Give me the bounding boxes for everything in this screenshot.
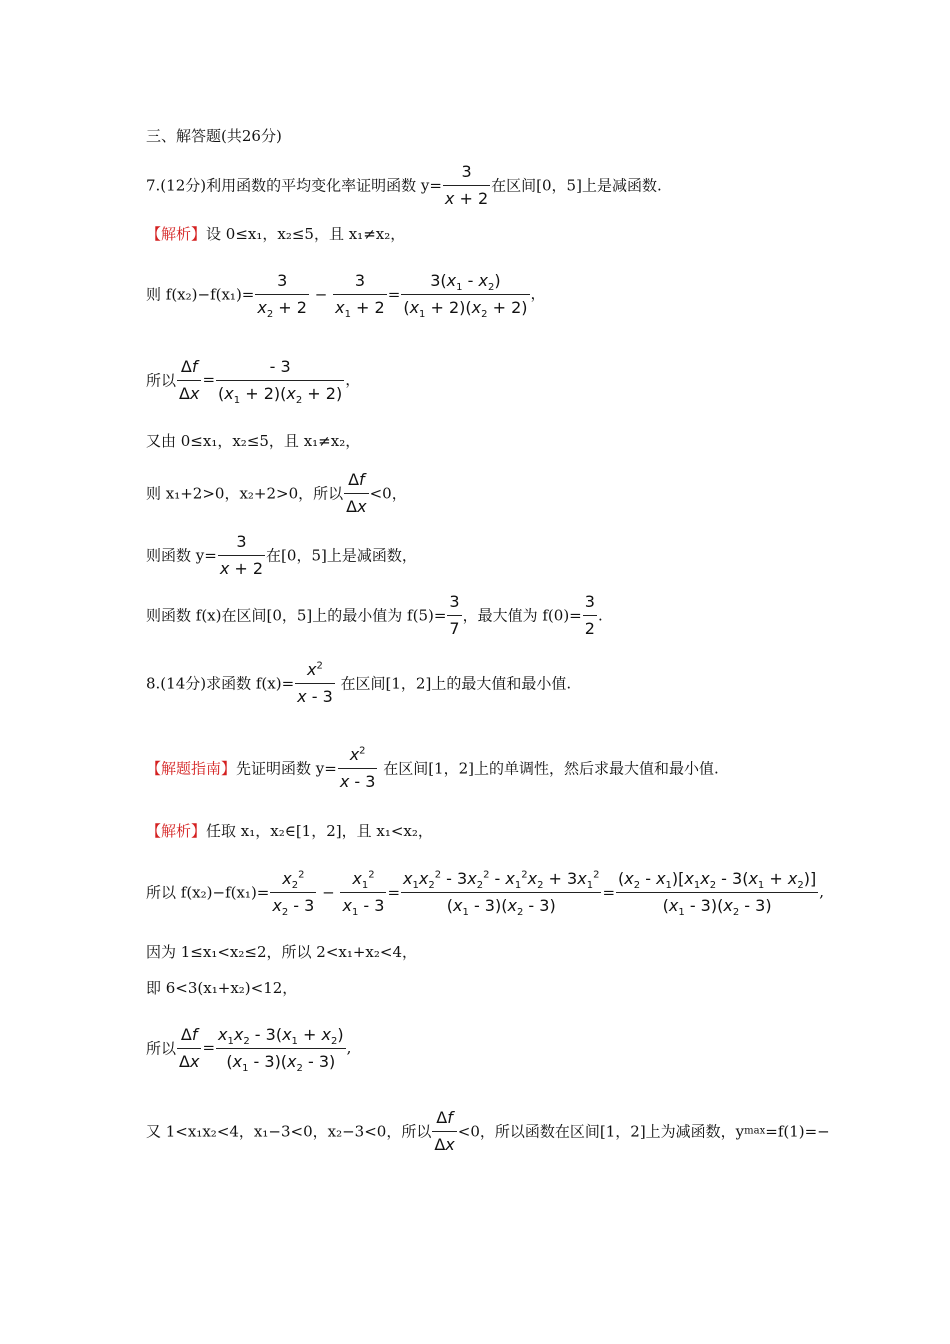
fraction-x-squared-over-x-minus-3: $\frac{x^2}{x - 3}$ <box>297 660 333 706</box>
fraction-expanded-numerator: $\frac{x_1x_2^2 - 3x_2^2 - x_1^2x_2 + 3x_1^2}{(x_1 - 3)(x_2 - 3)}$ <box>403 869 600 919</box>
fraction-ratio-result: $\frac{x_1x_2 - 3(x_1 + x_2)}{(x_1 - 3)(x_2 - 3)}$ <box>218 1025 344 1075</box>
solution-tag: 【解析】 <box>146 225 207 243</box>
fraction-delta-f-over-delta-x: $\frac{\Delta f}{\Delta x}$ <box>434 1108 455 1154</box>
p7-minmax-prefix: 则函数 f(x)在区间[0，5]上的最小值为 f(5)= <box>146 606 447 625</box>
fraction-factored: $\frac{(x_2 - x_1)[x_1x_2 - 3(x_1 + x_2)]}{(x_1 - 3)(x_2 - 3)}$ <box>618 869 817 919</box>
p7-sign-prefix: 则 x₁+2>0，x₂+2>0，所以 <box>146 484 344 503</box>
fraction-delta-f-over-delta-x: $\frac{\Delta f}{\Delta x}$ <box>179 357 200 403</box>
p8-solution-start <box>146 820 433 841</box>
p7-solution-start <box>146 223 405 244</box>
p7-difference-line: 则 f(x₂)−f(x₁)= $\frac{3}{x_2 + 2}$ − $\frac{3}{x_1 + 2}$ = $\frac{3(x_1 - x_2)}{(x_1 + 2)(x_2 + 2)}$ ， <box>146 271 546 321</box>
p8-final-end: =f(1)=− <box>765 1122 830 1141</box>
problem-8-question <box>146 660 571 707</box>
section-title: 三、解答题(共26分) <box>146 127 282 145</box>
p8-final-line <box>146 1108 830 1155</box>
p8-guide-prefix: 先证明函数 y= <box>236 759 337 778</box>
fraction-neg3-over-product: $\frac{- 3}{(x_1 + 2)(x_2 + 2)}$ <box>218 357 343 407</box>
fraction-delta-f-over-delta-x: $\frac{\Delta f}{\Delta x}$ <box>346 470 367 516</box>
p8-question-prefix: 8.(14分)求函数 f(x)= <box>146 674 295 693</box>
p8-difference-prefix: 所以 f(x₂)−f(x₁)= <box>146 883 270 902</box>
p8-final-prefix: 又 1<x₁x₂<4，x₁−3<0，x₂−3<0，所以 <box>146 1122 432 1141</box>
p7-conclusion-line <box>146 532 417 579</box>
p7-ratio-prefix: 所以 <box>146 371 177 390</box>
fraction-x-squared-over-x-minus-3: $\frac{x^2}{x - 3}$ <box>339 745 376 791</box>
p8-difference-line: 所以 f(x₂)−f(x₁)= $\frac{x_2^2}{x_2 - 3}$ − $\frac{x_1^2}{x_1 - 3}$ = $\frac{x_1x_2^2 - 3x_2^2 - x_1^2x_2 + 3x_1^2}{(x_1 - 3)(x_2 - 3)}$ = $\frac{(x_2 - x_1)[x_1x_2 - 3(x_1 + x_2)]}{(x_1 - 3)(x_2 - 3)}$ , <box>146 869 824 919</box>
fraction-3-over-7: $\frac{3}{7}$ <box>449 592 460 638</box>
p7-solution-setup: 设 0≤x₁，x₂≤5，且 x₁≠x₂， <box>206 225 406 243</box>
fraction-delta-f-over-delta-x: $\frac{\Delta f}{\Delta x}$ <box>179 1025 200 1071</box>
p7-sign-suffix: <0， <box>369 484 407 503</box>
solution-tag: 【解析】 <box>146 822 207 840</box>
fraction-3-over-2: $\frac{3}{2}$ <box>584 592 595 638</box>
p8-guide-suffix: 在区间[1，2]上的单调性，然后求最大值和最小值. <box>383 759 719 778</box>
p7-ratio-line: 所以 $\frac{\Delta f}{\Delta x}$ = $\frac{- 3}{(x_1 + 2)(x_2 + 2)}$ ， <box>146 357 361 407</box>
fraction-combined-difference: $\frac{3(x_1 - x_2)}{(x_1 + 2)(x_2 + 2)}$ <box>403 271 528 321</box>
p8-guide-line <box>146 745 719 792</box>
p7-difference-prefix: 则 f(x₂)−f(x₁)= <box>146 285 255 304</box>
p8-because-line: 因为 1≤x₁<x₂≤2，所以 2<x₁+x₂<4， <box>146 943 418 961</box>
fraction-3-over-x2-plus-2: $\frac{3}{x_2 + 2}$ <box>257 271 307 321</box>
p7-sign-line <box>146 470 407 517</box>
fraction-x1-squared-over-x1-minus-3: $\frac{x_1^2}{x_1 - 3}$ <box>342 869 385 919</box>
p7-minmax-middle: ，最大值为 f(0)= <box>462 606 582 625</box>
p8-ie-line: 即 6<3(x₁+x₂)<12， <box>146 979 298 997</box>
problem-7-question <box>146 162 662 209</box>
p8-ratio-line: 所以 $\frac{\Delta f}{\Delta x}$ = $\frac{x_1x_2 - 3(x_1 + x_2)}{(x_1 - 3)(x_2 - 3)}$ , <box>146 1025 352 1075</box>
p8-final-suffix: <0，所以函数在区间[1，2]上为减函数，y <box>457 1122 745 1141</box>
p8-question-suffix: 在区间[1，2]上的最大值和最小值. <box>340 674 572 693</box>
fraction-3-over-x1-plus-2: $\frac{3}{x_1 + 2}$ <box>335 271 385 321</box>
p7-conclusion-prefix: 则函数 y= <box>146 546 217 565</box>
fraction-3-over-x-plus-2: $\frac{3}{x + 2}$ <box>219 532 264 578</box>
p8-solution-setup: 任取 x₁，x₂∈[1，2]，且 x₁<x₂， <box>206 822 433 840</box>
p7-question-suffix: 在区间[0，5]上是减函数. <box>491 176 662 195</box>
p7-minmax-line <box>146 592 603 639</box>
p7-conclusion-suffix: 在[0，5]上是减函数， <box>266 546 417 565</box>
fraction-x2-squared-over-x2-minus-3: $\frac{x_2^2}{x_2 - 3}$ <box>272 869 315 919</box>
p7-question-prefix: 7.(12分)利用函数的平均变化率证明函数 y= <box>146 176 442 195</box>
p7-again-line: 又由 0≤x₁，x₂≤5，且 x₁≠x₂， <box>146 432 361 450</box>
max-subscript: max <box>744 1125 766 1137</box>
fraction-3-over-x-plus-2: $\frac{3}{x + 2}$ <box>444 162 489 208</box>
p8-ratio-prefix: 所以 <box>146 1039 177 1058</box>
guide-tag: 【解题指南】 <box>146 759 237 778</box>
p7-minmax-end: . <box>597 606 603 625</box>
